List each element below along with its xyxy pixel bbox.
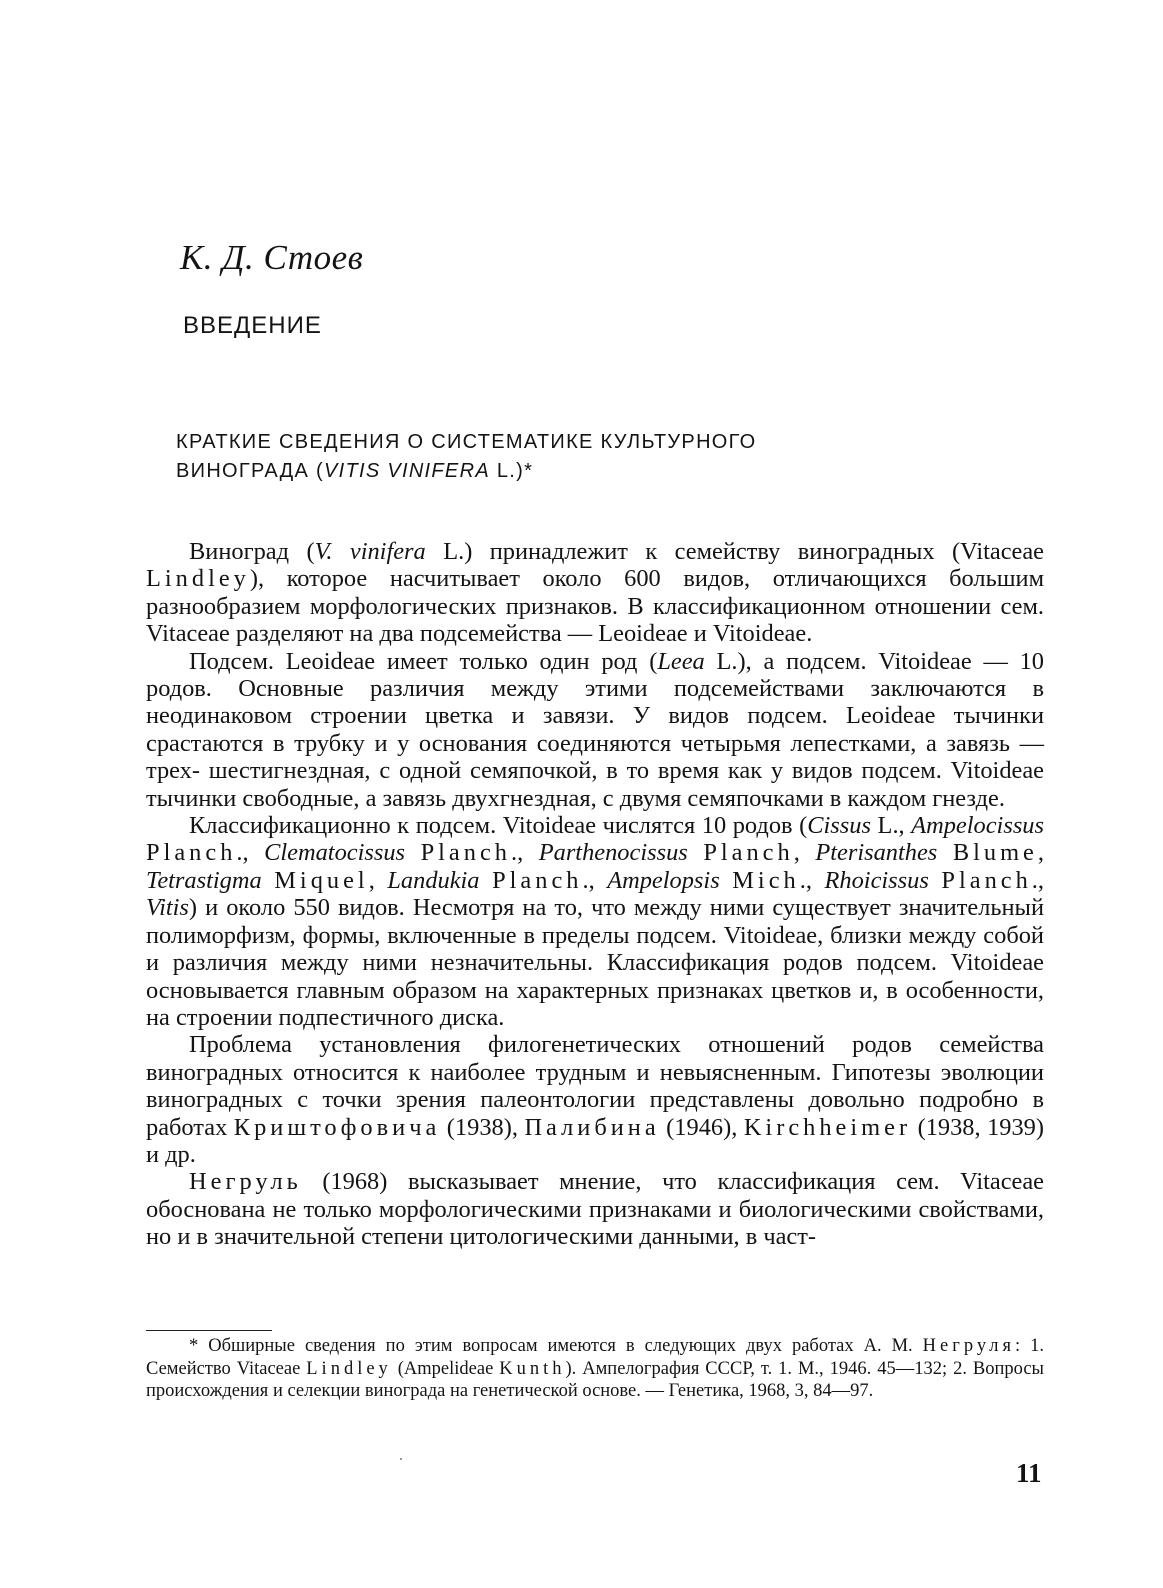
footnote-paragraph — [146, 1335, 1044, 1403]
body-text — [146, 538, 1044, 1251]
text-run: ., — [799, 866, 825, 894]
spaced-author-name: Негруль — [189, 1168, 302, 1196]
paragraph-4 — [146, 1031, 1044, 1168]
subtitle-line-2-suffix: L.)* — [489, 460, 534, 482]
spaced-author-name: Planch — [420, 839, 511, 867]
spaced-author-name: Miquel — [274, 866, 369, 894]
section-title: ВВЕДЕНИЕ — [183, 312, 322, 339]
italic-run: Parthenocissus — [538, 839, 688, 867]
text-run: ., — [236, 839, 265, 867]
text-run: , — [368, 866, 388, 894]
text-run: ), которое насчитывает около 600 видов, отличающихся большим разнообразием морфологических признаков. В классификационном отношении сем. Vitaceae разделяют на два подсемейства — Leoideae и Vitoideae. — [146, 565, 1044, 648]
text-run: Виноград ( — [189, 538, 315, 565]
text-run: (1938, 1939) и др. — [146, 1113, 1044, 1168]
text-run: ., — [582, 866, 608, 894]
subtitle-line-2-prefix: ВИНОГРАДА ( — [176, 460, 324, 482]
page-number: 11 — [1016, 1458, 1042, 1488]
text-run: (1946), — [659, 1113, 744, 1141]
author-name: К. Д. Стоев — [180, 238, 364, 277]
text-run: ). Ампелография СССР, т. 1. М., 1946. 45—132; 2. Вопросы происхождения и селекции винограда на генетической основе. — Генетика, 1968, 3, 84—97. — [146, 1358, 1044, 1401]
spaced-author-name: Lindley — [306, 1358, 392, 1379]
italic-run: Vitis — [146, 894, 189, 922]
paragraph-5 — [146, 1168, 1044, 1250]
spaced-author-name: Lindley — [146, 565, 250, 593]
spaced-author-name: Planch — [146, 839, 237, 867]
italic-run: Rhoicissus — [824, 866, 929, 894]
italic-run: Leea — [657, 647, 705, 675]
text-run: ) и около 550 видов. Несмотря на то, что между ними существует значительный полиморфизм, формы, включенные в пределы подсем. Vitoideae, близки между собой и различия между ними незначительны. Классификация родов подсем. Vitoideae основывается главным образом на характерных признаках цветков и, в особенности, на строении подпестичного диска. — [146, 894, 1044, 1031]
text-run: Проблема установления филогенетических отношений родов семейства виноградных относится к наиболее трудным и невыясненным. Гипотезы эволюции виноградных с точки зрения палеонтологии представлены довольно подробно в работах — [146, 1031, 1044, 1141]
text-run: ., — [1031, 866, 1044, 894]
paragraph-3 — [146, 812, 1044, 1031]
spaced-author-name: Kirchheimer — [743, 1113, 912, 1141]
text-run: , — [793, 839, 816, 867]
italic-run: Clematocissus — [264, 839, 406, 867]
text-run: (1968) высказывает мнение, что классификация сем. Vitaceae обоснована не только морфологическими признаками и биологическими свойствами, но и в значительной степени цитологическими данными, в част- — [146, 1168, 1044, 1251]
text-run: L.) принадлежит к семейству виноградных (Vitaceae — [425, 538, 1045, 565]
spaced-author-name: Planch — [941, 866, 1032, 894]
spaced-author-name: Kunth — [499, 1358, 566, 1379]
italic-run: Cissus — [807, 812, 871, 840]
spaced-author-name: Planch — [492, 866, 583, 894]
text-run: Классификационно к подсем. Vitoideae числятся 10 родов ( — [189, 812, 808, 840]
paragraph-2 — [146, 648, 1044, 812]
text-run: ., — [510, 839, 539, 867]
italic-run: Landukia — [387, 866, 480, 894]
subtitle-species-name: VITIS VINIFERA — [323, 460, 490, 482]
text-run: , — [1037, 839, 1044, 867]
text-run: * Обширные сведения по этим вопросам имеются в следующих двух работах А. М. — [189, 1336, 923, 1356]
chapter-subtitle — [176, 428, 896, 486]
spaced-author-name: Палибина — [524, 1113, 660, 1141]
scan-speck — [400, 1458, 402, 1460]
paragraph-1 — [146, 538, 1044, 648]
spaced-author-name: Planch — [703, 839, 794, 867]
subtitle-line-1: КРАТКИЕ СВЕДЕНИЯ О СИСТЕМАТИКЕ КУЛЬТУРНОГО — [176, 431, 757, 453]
italic-run: Ampelocissus — [911, 812, 1044, 840]
text-run: L.), а подсем. Vitoideae — 10 родов. Основные различия между этими подсемействами заключаются в неодинаковом строении цветка и завязи. У видов подсем. Leoideae тычинки срастаются в трубку и у основания соединяются четырьмя лепестками, а завязь — трех- шестигнездная, с одной семяпочкой, в то время как у видов подсем. Vitoideae тычинки свободные, а завязь двухгнездная, с двумя семяпочками в каждом гнезде. — [146, 647, 1044, 812]
spaced-author-name: Blume — [952, 839, 1038, 867]
italic-run: Pterisanthes — [815, 839, 938, 867]
spaced-author-name: Криштофовича — [233, 1113, 441, 1141]
footnote — [146, 1335, 1044, 1403]
italic-run: Ampelopsis — [607, 866, 720, 894]
text-run: L., — [870, 812, 912, 840]
footnote-divider — [146, 1330, 272, 1331]
italic-run: Tetrastigma — [146, 866, 262, 894]
text-run: : 1. Семейство Vitaceae — [146, 1336, 1045, 1379]
spaced-author-name: Mich — [732, 866, 800, 894]
text-run: (Ampelideae — [391, 1358, 500, 1379]
text-run: (1938), — [440, 1113, 525, 1141]
italic-run: V. vinifera — [314, 538, 426, 565]
spaced-author-name: Негруля — [922, 1336, 1015, 1356]
text-run: Подсем. Leoideae имеет только один род ( — [189, 647, 658, 675]
